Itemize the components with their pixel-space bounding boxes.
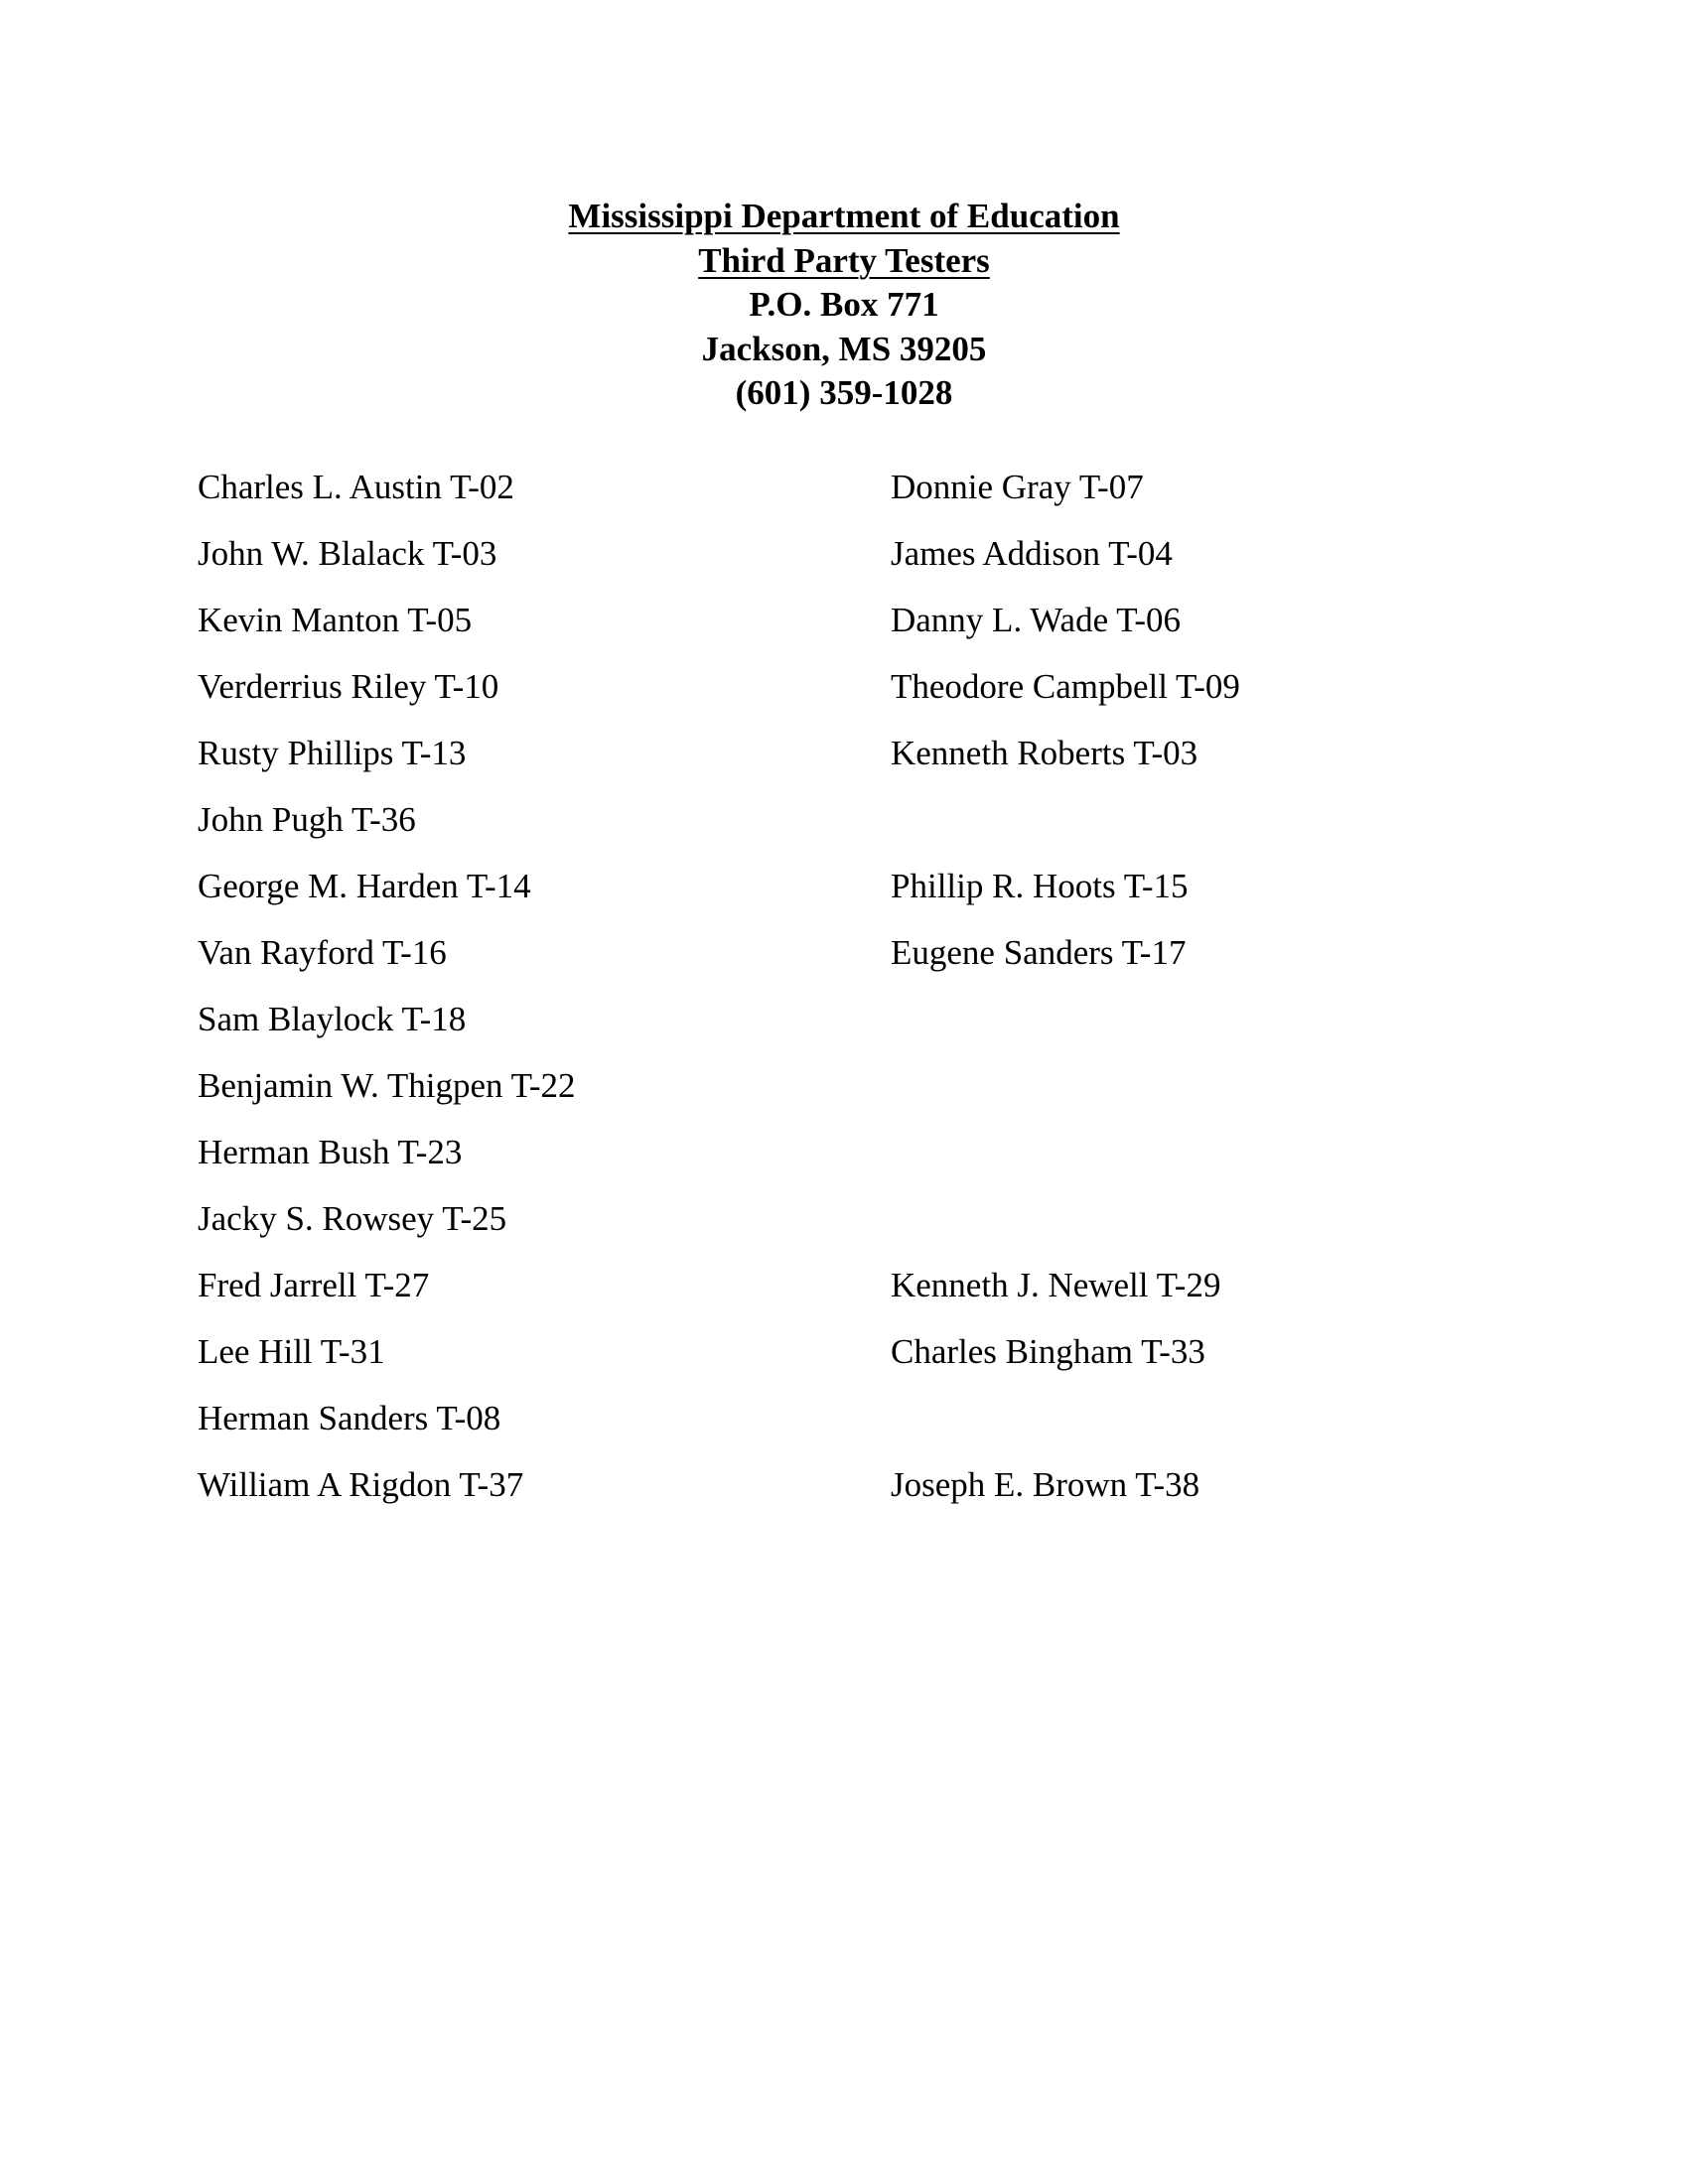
tester-name-left: Fred Jarrell T-27	[198, 1266, 430, 1304]
tester-name-left: Kevin Manton T-05	[198, 601, 473, 639]
tester-name-left: John W. Blalack T-03	[198, 534, 497, 573]
roster-row	[198, 529, 1488, 596]
roster-row	[198, 662, 1488, 729]
phone-number: (601) 359-1028	[735, 373, 953, 412]
tester-roster	[198, 463, 1488, 1527]
roster-row	[198, 596, 1488, 662]
tester-name-left: Herman Sanders T-08	[198, 1399, 501, 1437]
tester-name-right: Donnie Gray T-07	[891, 468, 1144, 506]
tester-name-left: Charles L. Austin T-02	[198, 468, 514, 506]
roster-row	[198, 928, 1488, 995]
po-box: P.O. Box 771	[749, 285, 939, 324]
tester-name-left: Lee Hill T-31	[198, 1332, 385, 1371]
tester-name-right: Kenneth J. Newell T-29	[891, 1266, 1221, 1304]
tester-name-left: Herman Bush T-23	[198, 1133, 463, 1171]
tester-name-right: Theodore Campbell T-09	[891, 667, 1240, 706]
tester-name-right: Eugene Sanders T-17	[891, 933, 1187, 972]
tester-name-left: John Pugh T-36	[198, 800, 416, 839]
tester-name-left: William A Rigdon T-37	[198, 1465, 524, 1504]
roster-row	[198, 1261, 1488, 1327]
tester-name-left: George M. Harden T-14	[198, 867, 531, 905]
tester-name-right: Kenneth Roberts T-03	[891, 734, 1198, 772]
tester-name-left: Jacky S. Rowsey T-25	[198, 1199, 507, 1238]
organization-name: Mississippi Department of Education	[568, 197, 1120, 235]
tester-name-left: Benjamin W. Thigpen T-22	[198, 1066, 576, 1105]
tester-name-right: Danny L. Wade T-06	[891, 601, 1182, 639]
roster-row	[198, 1394, 1488, 1460]
tester-name-left: Van Rayford T-16	[198, 933, 447, 972]
document-title: Third Party Testers	[698, 240, 990, 280]
document-header	[0, 195, 1688, 416]
roster-row	[198, 862, 1488, 928]
roster-row	[198, 463, 1488, 529]
roster-row	[198, 1128, 1488, 1194]
tester-name-left: Sam Blaylock T-18	[198, 1000, 467, 1038]
tester-name-left: Verderrius Riley T-10	[198, 667, 499, 706]
tester-name-right: Phillip R. Hoots T-15	[891, 867, 1189, 905]
tester-name-right: James Addison T-04	[891, 534, 1173, 573]
roster-row	[198, 1194, 1488, 1261]
roster-row	[198, 729, 1488, 795]
roster-row	[198, 795, 1488, 862]
tester-name-right: Joseph E. Brown T-38	[891, 1465, 1200, 1504]
tester-name-right: Charles Bingham T-33	[891, 1332, 1205, 1371]
tester-name-left: Rusty Phillips T-13	[198, 734, 467, 772]
roster-row	[198, 1327, 1488, 1394]
roster-row	[198, 1460, 1488, 1527]
roster-row	[198, 995, 1488, 1061]
city-state-zip: Jackson, MS 39205	[701, 329, 987, 368]
roster-row	[198, 1061, 1488, 1128]
